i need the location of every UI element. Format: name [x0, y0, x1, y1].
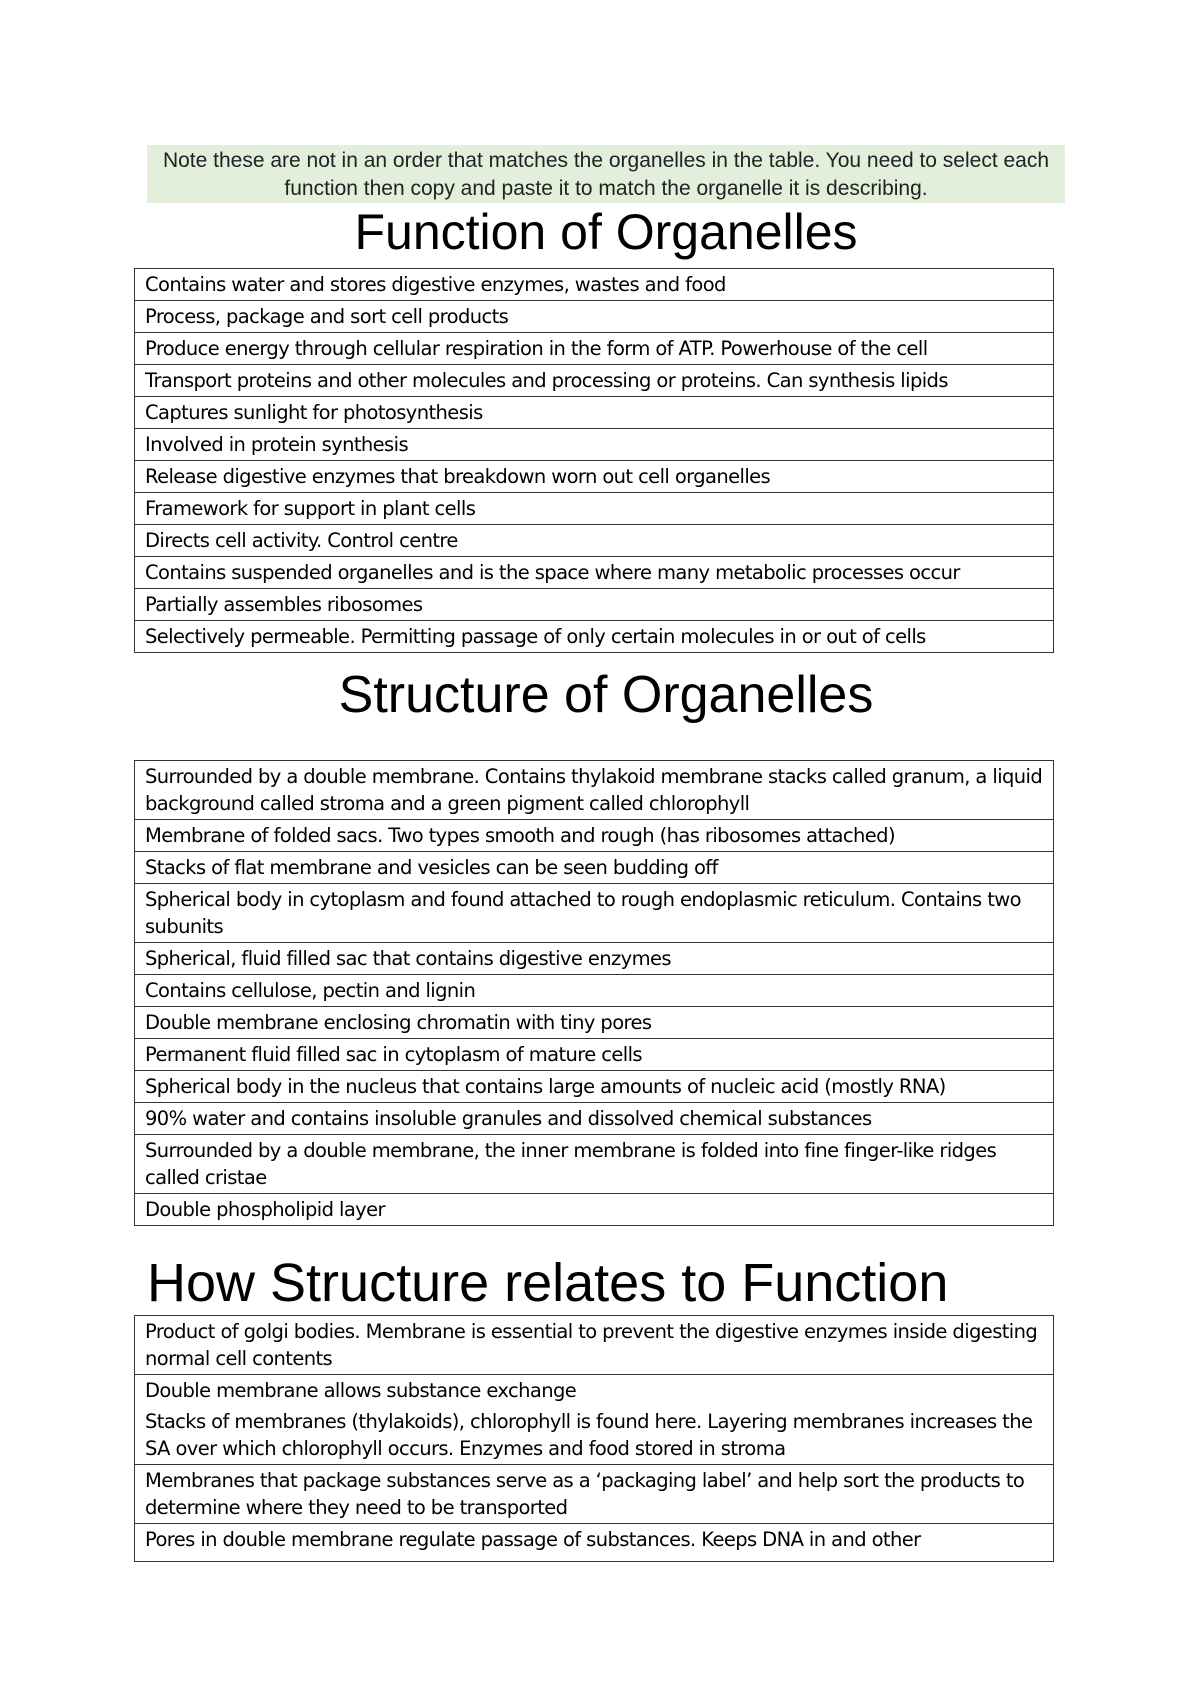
table-row: [135, 1406, 1054, 1465]
table-cell[interactable]: Spherical, fluid filled sac that contains digestive enzymes: [135, 943, 1054, 975]
table-cell[interactable]: Stacks of membranes (thylakoids), chlorophyll is found here. Layering membranes increases the SA over which chlorophyll occurs. Enzymes and food stored in stroma: [135, 1406, 1054, 1465]
table-row: [135, 301, 1054, 333]
function-heading: Function of Organelles: [354, 204, 858, 260]
relation-heading: How Structure relates to Function: [147, 1253, 949, 1313]
table-cell[interactable]: Surrounded by a double membrane. Contains thylakoid membrane stacks called granum, a liquid background called stroma and a green pigment called chlorophyll: [135, 761, 1054, 820]
table-row: [135, 269, 1054, 301]
table-row: [135, 557, 1054, 589]
table-cell[interactable]: Double membrane enclosing chromatin with tiny pores: [135, 1007, 1054, 1039]
table-row: [135, 820, 1054, 852]
table-cell[interactable]: Framework for support in plant cells: [135, 493, 1054, 525]
table-row: [135, 1524, 1054, 1562]
table-cell[interactable]: Pores in double membrane regulate passage of substances. Keeps DNA in and other: [135, 1524, 1054, 1562]
table-cell[interactable]: Produce energy through cellular respiration in the form of ATP. Powerhouse of the cell: [135, 333, 1054, 365]
table-cell[interactable]: Membrane of folded sacs. Two types smooth and rough (has ribosomes attached): [135, 820, 1054, 852]
table-cell[interactable]: 90% water and contains insoluble granules and dissolved chemical substances: [135, 1103, 1054, 1135]
table-row: [135, 397, 1054, 429]
structure-heading: Structure of Organelles: [338, 666, 874, 724]
table-cell[interactable]: Permanent fluid filled sac in cytoplasm of mature cells: [135, 1039, 1054, 1071]
table-cell[interactable]: Directs cell activity. Control centre: [135, 525, 1054, 557]
table-row: [135, 333, 1054, 365]
table-row: [135, 761, 1054, 820]
table-row: [135, 365, 1054, 397]
table-row: [135, 975, 1054, 1007]
structure-table: [134, 760, 1054, 1226]
table-row: [135, 943, 1054, 975]
table-cell[interactable]: Captures sunlight for photosynthesis: [135, 397, 1054, 429]
table-row: [135, 1071, 1054, 1103]
table-cell[interactable]: Transport proteins and other molecules and processing or proteins. Can synthesis lipids: [135, 365, 1054, 397]
table-row: [135, 461, 1054, 493]
table-cell[interactable]: Membranes that package substances serve as a ‘packaging label’ and help sort the products to determine where they need to be transported: [135, 1465, 1054, 1524]
table-row: [135, 621, 1054, 653]
table-row: [135, 589, 1054, 621]
table-row: [135, 884, 1054, 943]
table-row: [135, 1375, 1054, 1407]
table-cell[interactable]: Stacks of flat membrane and vesicles can be seen budding off: [135, 852, 1054, 884]
table-row: [135, 1316, 1054, 1375]
table-cell[interactable]: Release digestive enzymes that breakdown worn out cell organelles: [135, 461, 1054, 493]
table-cell[interactable]: Surrounded by a double membrane, the inner membrane is folded into fine finger-like ridges called cristae: [135, 1135, 1054, 1194]
table-row: [135, 1039, 1054, 1071]
table-cell[interactable]: Partially assembles ribosomes: [135, 589, 1054, 621]
table-cell[interactable]: Selectively permeable. Permitting passage of only certain molecules in or out of cells: [135, 621, 1054, 653]
table-row: [135, 429, 1054, 461]
table-cell[interactable]: Contains water and stores digestive enzymes, wastes and food: [135, 269, 1054, 301]
table-row: [135, 493, 1054, 525]
table-row: [135, 1007, 1054, 1039]
table-cell[interactable]: Involved in protein synthesis: [135, 429, 1054, 461]
function-table: [134, 268, 1054, 653]
table-row: [135, 525, 1054, 557]
table-cell[interactable]: Contains cellulose, pectin and lignin: [135, 975, 1054, 1007]
table-row: [135, 1103, 1054, 1135]
table-cell[interactable]: Double phospholipid layer: [135, 1194, 1054, 1226]
table-row: [135, 1465, 1054, 1524]
table-cell[interactable]: Process, package and sort cell products: [135, 301, 1054, 333]
instruction-note: Note these are not in an order that matches the organelles in the table. You need to select each function then copy and paste it to match the organelle it is describing.: [147, 145, 1065, 203]
table-cell[interactable]: Product of golgi bodies. Membrane is essential to prevent the digestive enzymes inside digesting normal cell contents: [135, 1316, 1054, 1375]
table-cell[interactable]: Double membrane allows substance exchange: [135, 1375, 1054, 1407]
table-row: [135, 852, 1054, 884]
table-cell[interactable]: Contains suspended organelles and is the space where many metabolic processes occur: [135, 557, 1054, 589]
table-cell[interactable]: Spherical body in cytoplasm and found attached to rough endoplasmic reticulum. Contains two subunits: [135, 884, 1054, 943]
table-row: [135, 1194, 1054, 1226]
table-row: [135, 1135, 1054, 1194]
table-cell[interactable]: Spherical body in the nucleus that contains large amounts of nucleic acid (mostly RNA): [135, 1071, 1054, 1103]
relation-table: [134, 1315, 1054, 1562]
